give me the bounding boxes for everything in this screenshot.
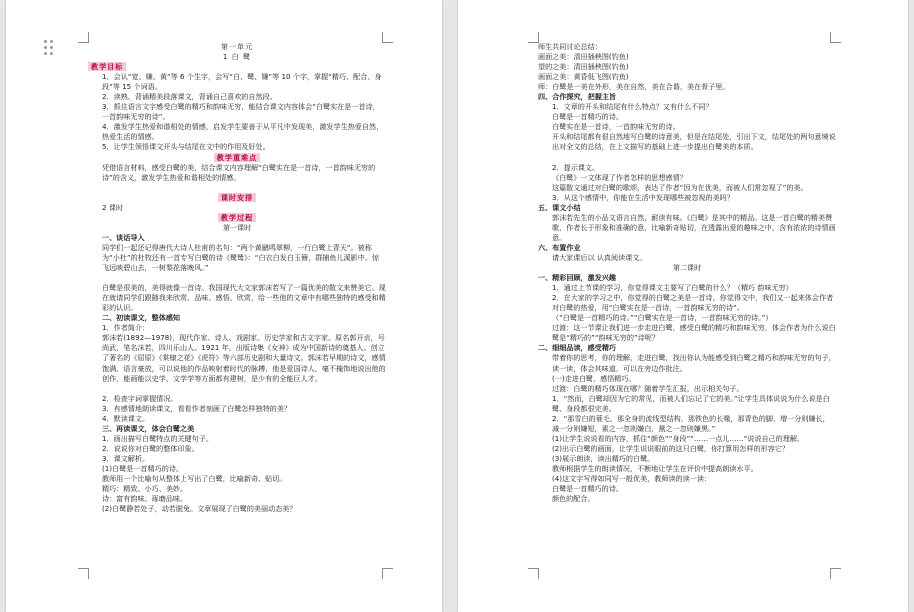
paragraph: 《白鹭》一文体现了作者怎样的思想感情？ xyxy=(552,172,687,182)
paragraph: 开头和结尾都有很自然地写白鹭的诗意美，但是在结尾处，引出下文，结尾处的两句意境说出对全文的总结，在上文描写的基础上进一步提出白鹭美的本质。 xyxy=(552,132,836,152)
period-heading: 第二课时 xyxy=(672,263,702,273)
paragraph: 请大家课后以 认真阅读课文。 xyxy=(552,252,647,262)
paragraph: 师生共同讨论总结： xyxy=(538,42,602,51)
section-tag-hours: 课时安排 xyxy=(218,193,256,202)
paragraph: 1．画出描写白鹭特点的关键句子。 xyxy=(102,433,213,443)
paragraph: (2)白鹭静若处子，动若脱兔。文章展现了白鹭的美丽动态美？ xyxy=(102,504,297,514)
paragraph: 教师用一个比喻句从整体上写出了白鹭，比喻新奇、贴切。 xyxy=(102,474,287,484)
paragraph: 3．有感情地朗读课文，看看作者刻画了白鹭怎样独特的美？ xyxy=(102,403,291,413)
lesson-title: 1 白 鹭 xyxy=(222,52,252,62)
paragraph: 颜色的配合。 xyxy=(552,494,595,504)
paragraph: 3．课文解析。 xyxy=(102,453,150,463)
unit-title: 第一单元 xyxy=(220,42,254,51)
section-tag-process: 教学过程 xyxy=(218,213,256,222)
paragraph: 4．激发学生热爱和谐相处的情感，启发学生要善于从平凡中发现美，激发学生热爱自然，热爱生活的情感。 xyxy=(102,122,384,142)
section-heading: 一、谈话导入 xyxy=(102,232,145,242)
section-heading: 二、初读课文，整体感知 xyxy=(102,313,181,323)
paragraph: 望的之美：清田插秧图(钓鱼) xyxy=(538,62,629,72)
paragraph: 1．通过上节课的学习，你觉得课文主要写了白鹭的什么？（精巧 韵味无穷） xyxy=(552,283,793,293)
paragraph: （“白鹭是一首精巧的诗。”“白鹭实在是一首诗，一首韵味无穷的诗。”） xyxy=(552,313,773,323)
paragraph: 2．在大家的学习之中，你觉得的白鹭之美是一首诗，你觉得文中，我们又一起来体会作者对白鹭的热爱，用“白鹭实在是一首诗，一首韵味无穷的诗”。 xyxy=(552,293,834,313)
paragraph: 同学们一起还记得唐代大诗人杜甫的名句：“两个黄鹂鸣翠柳，一行白鹭上青天”。被称为“小杜”的杜牧还有一首专写白鹭的诗《鹭鸶》：“白衣白发白玉簪，群捕鱼儿溪影中。惊飞远映碧山去，一树梨花落晚风。” xyxy=(102,242,380,273)
paragraph: 2．说说你对白鹭的整体印象。 xyxy=(102,443,199,453)
section-heading: 四、合作探究，把握主旨 xyxy=(538,92,617,102)
paragraph-drag-handle-icon[interactable] xyxy=(44,40,54,56)
paragraph: 教师根据学生的朗读情况，不断地让学生在评价中提高朗读水平。 xyxy=(552,463,758,473)
paragraph: 白鹭是一首精巧的诗。 xyxy=(552,484,623,494)
paragraph: 白鹭是一首精巧的诗。 xyxy=(552,112,623,122)
page-corner-mark xyxy=(528,568,539,579)
paragraph: 2．“那雪白的蓑毛，那全身的流线型结构，那铁色的长喙，那青色的脚，增一分则嫌长，减一分则嫌短，素之一忽则嫌白，黛之一忽则嫌黑。” xyxy=(552,413,830,433)
paragraph: (4)这文字写得如同写一般优美，教师读的读一读： xyxy=(552,474,712,484)
section-tag-goals: 教学目标 xyxy=(88,62,126,71)
section-heading: 二、细细品读，感受精巧 xyxy=(538,343,617,353)
paragraph: 2．读熟、背诵精美段落课文，背诵自己喜欢的自然段。 xyxy=(102,92,277,102)
paragraph: (1)白鹭是一首精巧的诗。 xyxy=(102,463,183,473)
paragraph: 1．“然而，白鹭却因为它的常见，而被人们忘记了它的美。”让学生具体说说为什么说是白鹭、身段都很完美。 xyxy=(552,393,830,413)
section-heading: 一、精彩回顾，激发兴趣 xyxy=(538,273,617,283)
section-heading: 三、再读课文，体会白鹭之美 xyxy=(102,423,195,433)
page-content xyxy=(538,42,836,504)
paragraph: 带着你的思考，你的理解，走进白鹭，找出你认为能感受到白鹭之精巧和韵味无穷的句子，读一读，体会其味道，可以在旁边作批注。 xyxy=(552,353,836,373)
paragraph: 画面之美：黄昏低飞图(钓鱼) xyxy=(538,72,629,82)
paragraph: 画面之美：清田插秧图(钓鱼) xyxy=(538,52,629,62)
paragraph: 郭沫若(1892—1978)，现代作家、诗人、戏剧家、历史学家和古文字家。原名郭开贞，号尚武，笔名沫若，四川乐山人。1921 年，出版诗集《女神》成为中国新诗的奠基人。创立了著名的《屈原》《棠棣之花》《虎符》等六部历史剧和大量诗文。郭沫若早期的诗文，感情饱满、语言豪放，可以说他的作品映射着时代的脉搏，他是爱国诗人，毫不掩饰地说出他的创作，能画能以史学、文学学等方面都有建树，是少有的全能巨人才。 xyxy=(102,333,386,383)
paragraph: 3．抓住语言文字感受白鹭的精巧和韵味无穷，能结合课文内容体会“白鹭实在是一首诗，一首韵味无穷的诗”。 xyxy=(102,102,380,122)
paragraph: 白鹭是很美的，美得就像一首诗。我国现代大文家郭沫若写了一篇优美的散文来赞美它。现在就请同学们跟随我来欣赏、品味、感悟、欣赏，给一些他的文章中有哪些独特的感受和精彩的认识。 xyxy=(102,283,386,313)
page-content xyxy=(88,42,386,514)
paragraph: (一)走进白鹭，感悟精巧。 xyxy=(552,373,636,383)
paragraph: 1．文章的开头和结尾有什么特点？又有什么不同？ xyxy=(552,102,713,112)
paragraph: 2．检查字词掌握情况。 xyxy=(102,393,178,403)
paragraph: 过渡：白鹭的精巧体现在哪？随着学生汇报，出示相关句子。 xyxy=(552,383,744,393)
paragraph: 郭沫若先生的小品文语言自然，耐读有味。《白鹭》是其中的精品。这是一首白鹭的精美赞歌，作者长于形象和准确的意，比喻新奇贴切，在透露出爱的趣味之中，含有浓浓的诗情画意。 xyxy=(552,212,836,242)
paragraph: (3)展示朗读，读出精巧的白鹭。 xyxy=(552,453,655,463)
section-heading: 六、布置作业 xyxy=(538,242,581,252)
page-corner-mark xyxy=(830,568,841,579)
paragraph: 1．作者简介： xyxy=(102,323,150,333)
paragraph: 精巧：精致、小巧、美妙。 xyxy=(102,484,188,494)
paragraph: (2)出示白鹭的画面，让学生说说眼前的这只白鹭，你打算用怎样的形容它？ xyxy=(552,443,790,453)
paragraph: 2 课时 xyxy=(102,202,123,212)
paragraph: 诗：富有韵味、琢磨品味。 xyxy=(102,494,188,504)
paragraph: 这篇散文通过对白鹭的歌颂，表达了作者“因为在优美，而被人们常忽视了”的美。 xyxy=(552,182,808,192)
paragraph: 5．让学生领悟课文开头与结尾在文中的作用及好处。 xyxy=(102,142,270,152)
paragraph: (1)让学生说说看的内容，抓住“颜色”“身段”“……一点儿……”说说自己的理解。 xyxy=(552,433,805,443)
paragraph: 3．从这个感情中，你能在生活中发现哪些被忽视的美吗？ xyxy=(552,192,734,202)
paragraph: 过渡：这一节课让我们进一步走进白鹭，感受白鹭的精巧和韵味无穷，体会作者为什么说白鹭是“精巧的”“韵味无穷的”诗呢？ xyxy=(552,323,836,343)
section-tag-key-points: 教学重难点 xyxy=(214,153,260,162)
page-corner-mark xyxy=(382,568,393,579)
period-heading: 第一课时 xyxy=(222,222,252,232)
paragraph: 1．会认“宽、嫌、黄”等 6 个生字，会写“白、鹭、嫌”等 10 个字，掌握“精巧、配合、身段”等 15 个词语。 xyxy=(102,72,382,92)
paragraph: 白鹭实在是一首诗，一首韵味无穷的诗。 xyxy=(552,122,680,132)
page-corner-mark xyxy=(78,568,89,579)
paragraph: 2．提示课文。 xyxy=(552,162,600,172)
paragraph: 师：白鹭是一美在外形，美在自然，美在合谐，美在骨子里。 xyxy=(538,82,730,92)
paragraph: 凭借语言材料，感受白鹭的美，结合课文内容理解“白鹭实在是一首诗，一首韵味无穷的诗”的含义，激发学生热爱和谐相处的情感。 xyxy=(102,162,376,182)
paragraph: 4．默读课文。 xyxy=(102,413,150,423)
section-heading: 五、课文小结 xyxy=(538,202,581,212)
document-page-right xyxy=(458,0,908,612)
document-page-left xyxy=(6,0,442,612)
